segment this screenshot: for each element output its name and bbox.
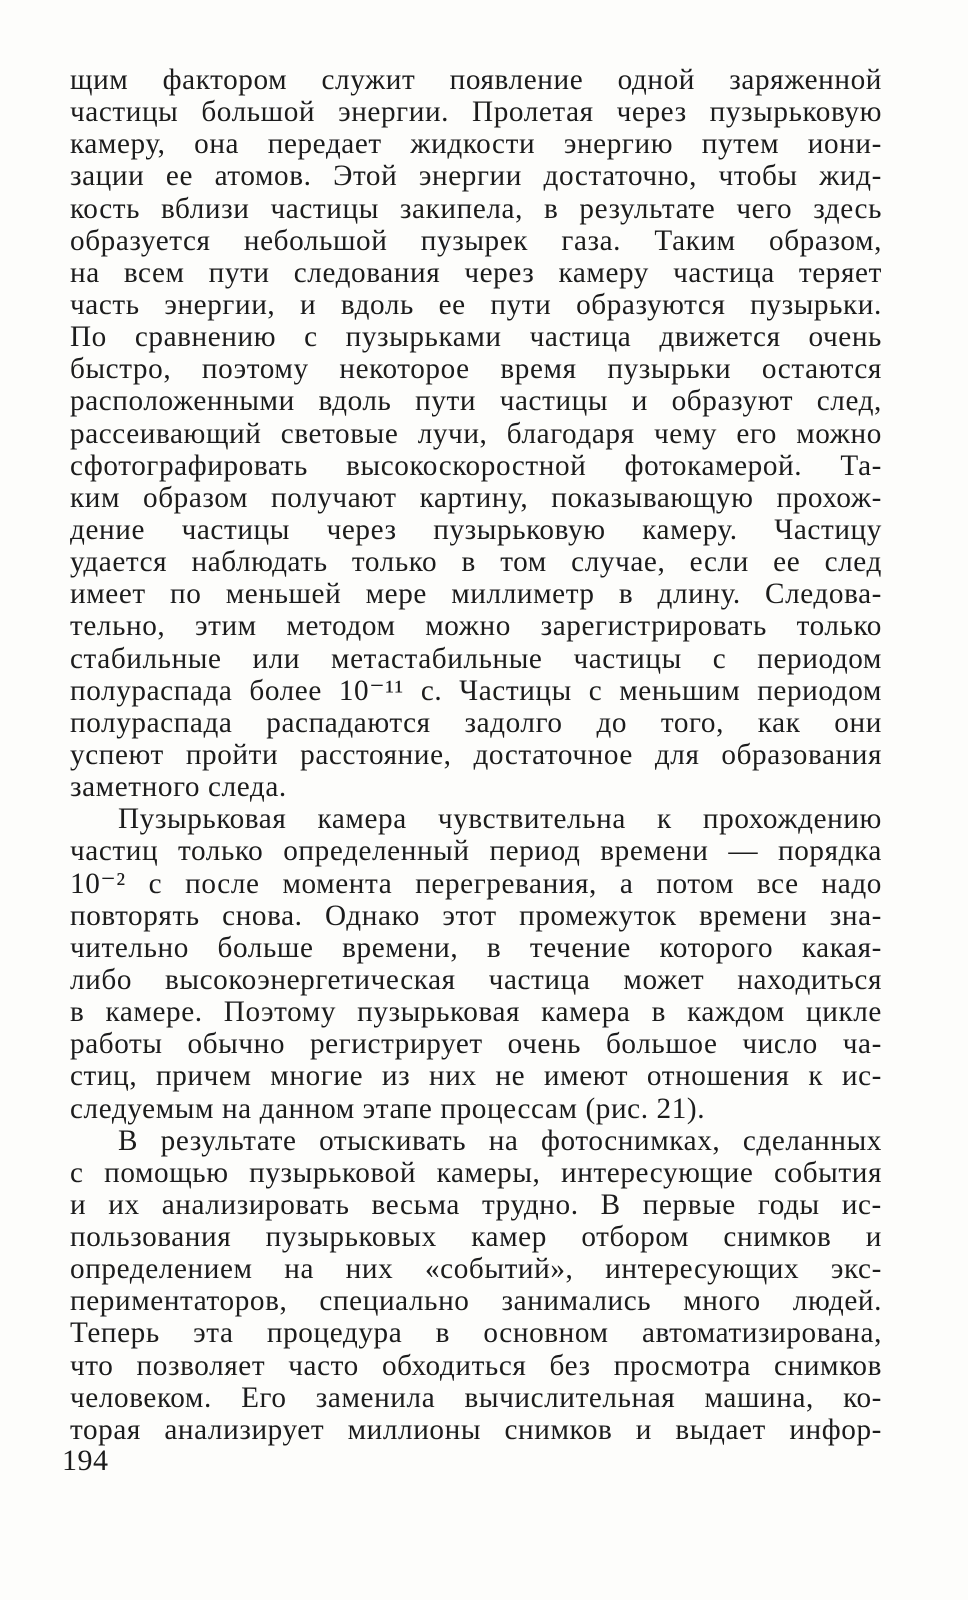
text-line: пользования пузырьковых камер отбором снимков и [70, 1221, 882, 1254]
text-line: Теперь эта процедура в основном автоматизирована, [70, 1317, 882, 1350]
text-line: и их анализировать весьма трудно. В первые годы ис- [70, 1188, 882, 1221]
text-line: периментаторов, специально занимались много людей. [70, 1285, 882, 1318]
text-line: быстро, поэтому некоторое время пузырьки остаются [70, 353, 882, 386]
text-line: стиц, причем многие из них не имеют отношения к ис- [70, 1060, 882, 1093]
body-text [70, 64, 882, 1446]
text-line: чительно больше времени, в течение которого какая- [70, 931, 882, 964]
text-line: что позволяет часто обходиться без просмотра снимков [70, 1349, 882, 1382]
text-line: удается наблюдать только в том случае, если ее след [70, 546, 882, 579]
text-line: торая анализирует миллионы снимков и выдает инфор- [70, 1413, 882, 1446]
text-line: полураспада более 10⁻¹¹ с. Частицы с меньшим периодом [70, 674, 882, 707]
text-line: с помощью пузырьковой камеры, интересующие события [70, 1156, 882, 1189]
page-number: 194 [62, 1444, 109, 1477]
text-line: расположенными вдоль пути частицы и образуют след, [70, 385, 882, 418]
text-line: полураспада распадаются задолго до того, как они [70, 706, 882, 739]
text-line: заметного следа. [70, 771, 287, 804]
text-line: Пузырьковая камера чувствительна к прохождению [118, 803, 882, 836]
text-line: имеет по меньшей мере миллиметр в длину. Следова- [70, 578, 882, 611]
text-line: зации ее атомов. Этой энергии достаточно, чтобы жид- [70, 160, 882, 193]
text-line: образуется небольшой пузырек газа. Таким образом, [70, 224, 882, 257]
text-line: рассеивающий световые лучи, благодаря чему его можно [70, 417, 882, 450]
text-line: повторять снова. Однако этот промежуток времени зна- [70, 899, 882, 932]
text-line: щим фактором служит появление одной заряженной [70, 64, 882, 96]
text-line: часть энергии, и вдоль ее пути образуются пузырьки. [70, 288, 882, 321]
text-line: либо высокоэнергетическая частица может находиться [70, 963, 882, 996]
text-line: частиц только определенный период времени — порядка [70, 835, 882, 868]
text-line: 10⁻² с после момента перегревания, а потом все надо [70, 867, 882, 900]
text-line: на всем пути следования через камеру частица теряет [70, 256, 882, 289]
text-line: человеком. Его заменила вычислительная машина, ко- [70, 1381, 882, 1414]
text-line: В результате отыскивать на фотоснимках, сделанных [118, 1124, 882, 1157]
text-line: работы обычно регистрирует очень большое число ча- [70, 1028, 882, 1061]
text-line: успеют пройти расстояние, достаточное для образования [70, 738, 882, 771]
text-line: стабильные или метастабильные частицы с периодом [70, 642, 882, 675]
text-line: частицы большой энергии. Пролетая через пузырьковую [70, 96, 882, 129]
text-line: определением на них «событий», интересующих экс- [70, 1253, 882, 1286]
text-line: камеру, она передает жидкости энергию путем иони- [70, 128, 882, 161]
text-line: в камере. Поэтому пузырьковая камера в каждом цикле [70, 996, 882, 1029]
text-line: дение частицы через пузырьковую камеру. Частицу [70, 513, 882, 546]
text-line: следуемым на данном этапе процессам (рис. 21). [70, 1092, 706, 1125]
text-line: сфотографировать высокоскоростной фотокамерой. Та- [70, 449, 882, 482]
text-line: кость вблизи частицы закипела, в результате чего здесь [70, 192, 882, 225]
text-line: ким образом получают картину, показывающую прохож- [70, 481, 882, 514]
text-line: тельно, этим методом можно зарегистрировать только [70, 610, 882, 643]
text-line: По сравнению с пузырьками частица движется очень [70, 321, 882, 354]
